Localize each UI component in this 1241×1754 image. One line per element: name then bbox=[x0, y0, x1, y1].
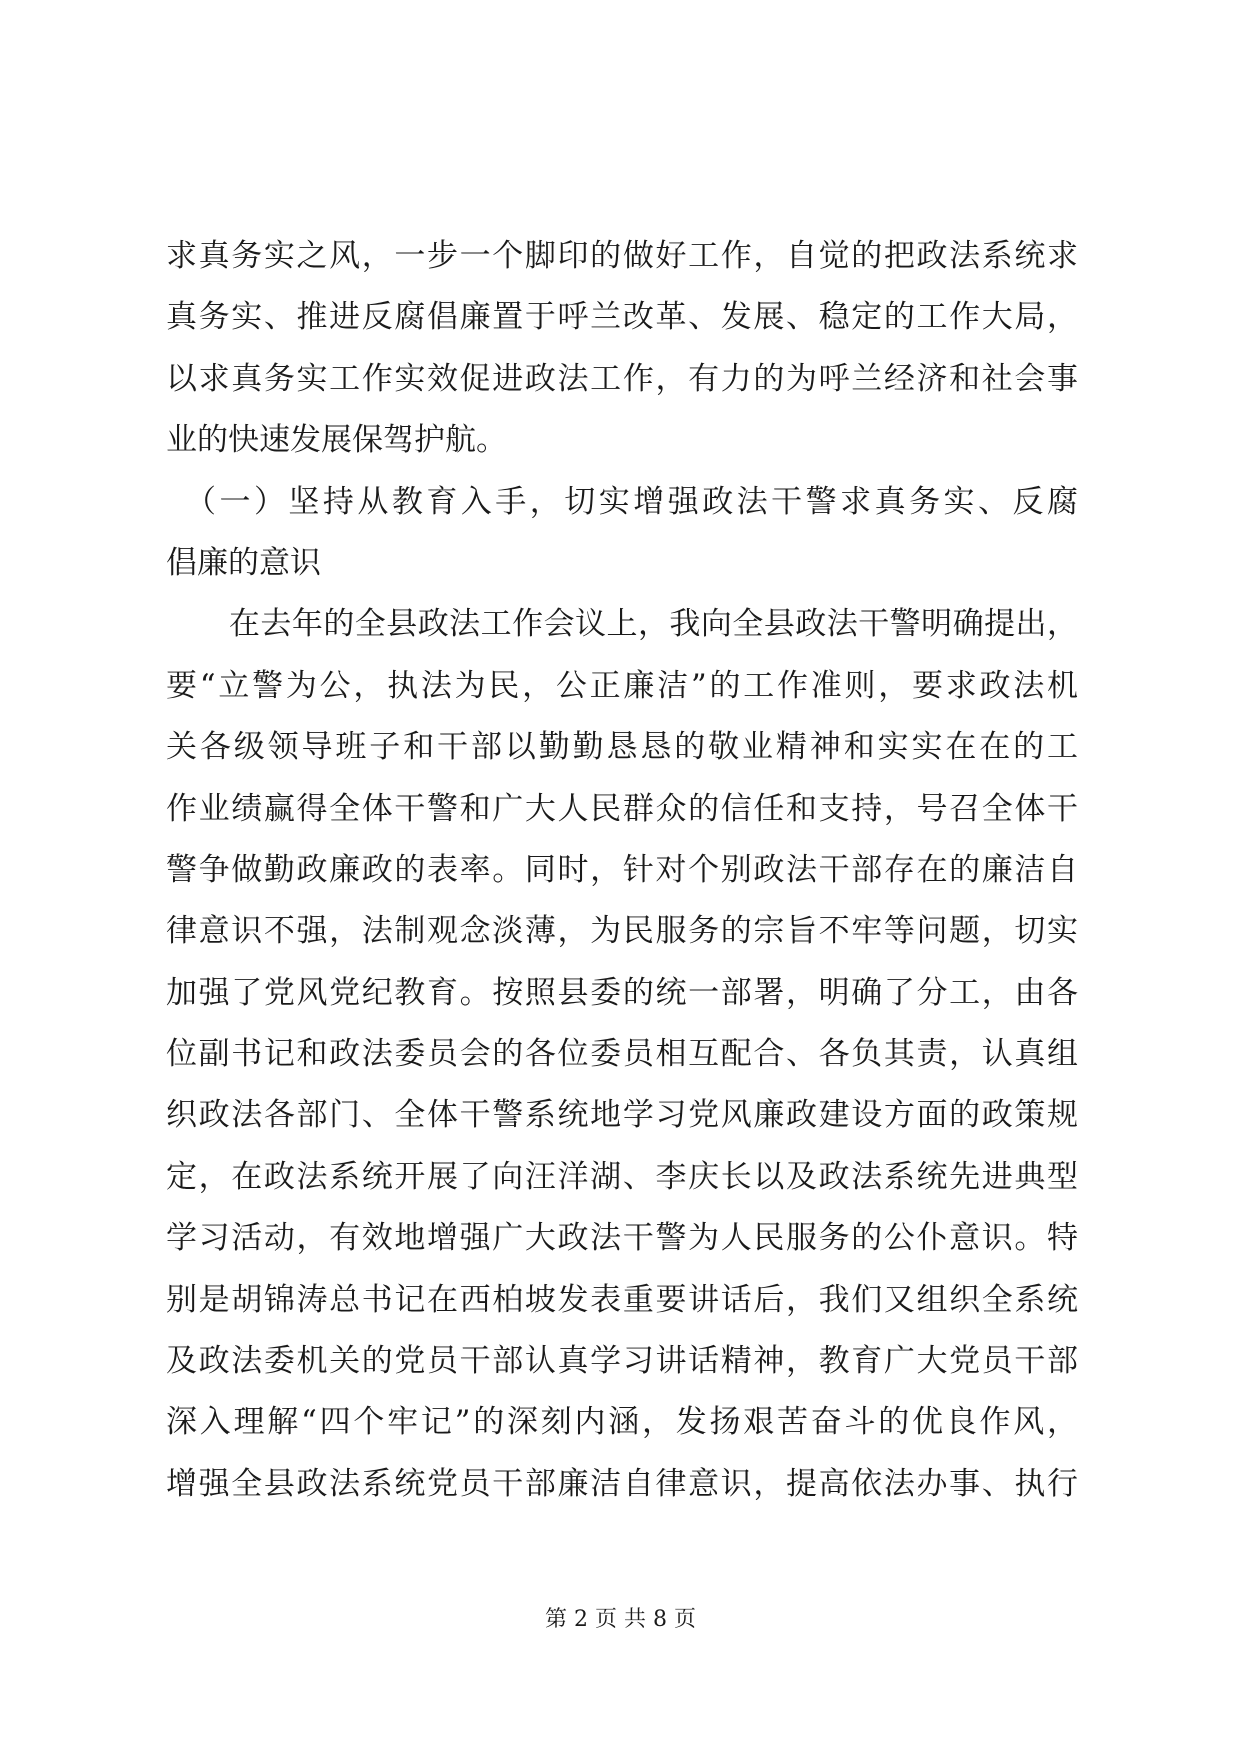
text-line: 关各级领导班子和干部以勤勤恳恳的敬业精神和实实在在的工 bbox=[166, 729, 1078, 766]
text-line: 业的快速发展保驾护航。 bbox=[166, 422, 507, 459]
text-line: 在去年的全县政法工作会议上，我向全县政法干警明确提出， bbox=[166, 606, 1078, 643]
text-line: 增强全县政法系统党员干部廉洁自律意识，提高依法办事、执行 bbox=[166, 1465, 1078, 1502]
page-number-footer: 第 2 页 共 8 页 bbox=[545, 1607, 696, 1632]
text-line: 要“立警为公，执法为民，公正廉洁”的工作准则，要求政法机 bbox=[166, 667, 1078, 704]
text-line: 警争做勤政廉政的表率。同时，针对个别政法干部存在的廉洁自 bbox=[166, 851, 1078, 888]
text-line: 定，在政法系统开展了向汪洋湖、李庆长以及政法系统先进典型 bbox=[166, 1158, 1078, 1195]
text-line: 织政法各部门、全体干警系统地学习党风廉政建设方面的政策规 bbox=[166, 1097, 1078, 1134]
text-line: 作业绩赢得全体干警和广大人民群众的信任和支持，号召全体干 bbox=[166, 790, 1078, 827]
text-line: 及政法委机关的党员干部认真学习讲话精神，教育广大党员干部 bbox=[166, 1343, 1078, 1380]
text-line: 律意识不强，法制观念淡薄，为民服务的宗旨不牢等问题，切实 bbox=[166, 913, 1078, 950]
section-heading-line: （一）坚持从教育入手，切实增强政法干警求真务实、反腐 bbox=[166, 483, 1078, 520]
text-line: 深入理解“四个牢记”的深刻内涵，发扬艰苦奋斗的优良作风， bbox=[166, 1404, 1078, 1441]
text-line: 加强了党风党纪教育。按照县委的统一部署，明确了分工，由各 bbox=[166, 974, 1078, 1011]
text-line: 求真务实之风，一步一个脚印的做好工作，自觉的把政法系统求 bbox=[166, 238, 1078, 274]
text-line: 学习活动，有效地增强广大政法干警为人民服务的公仆意识。特 bbox=[166, 1220, 1078, 1257]
text-line: 别是胡锦涛总书记在西柏坡发表重要讲话后，我们又组织全系统 bbox=[166, 1281, 1078, 1318]
body-text bbox=[166, 226, 1078, 1515]
text-line: 以求真务实工作实效促进政法工作，有力的为呼兰经济和社会事 bbox=[166, 360, 1078, 397]
text-line: 真务实、推进反腐倡廉置于呼兰改革、发展、稳定的工作大局， bbox=[166, 299, 1078, 336]
section-heading-line: 倡廉的意识 bbox=[166, 544, 321, 581]
text-line: 位副书记和政法委员会的各位委员相互配合、各负其责，认真组 bbox=[166, 1036, 1078, 1073]
